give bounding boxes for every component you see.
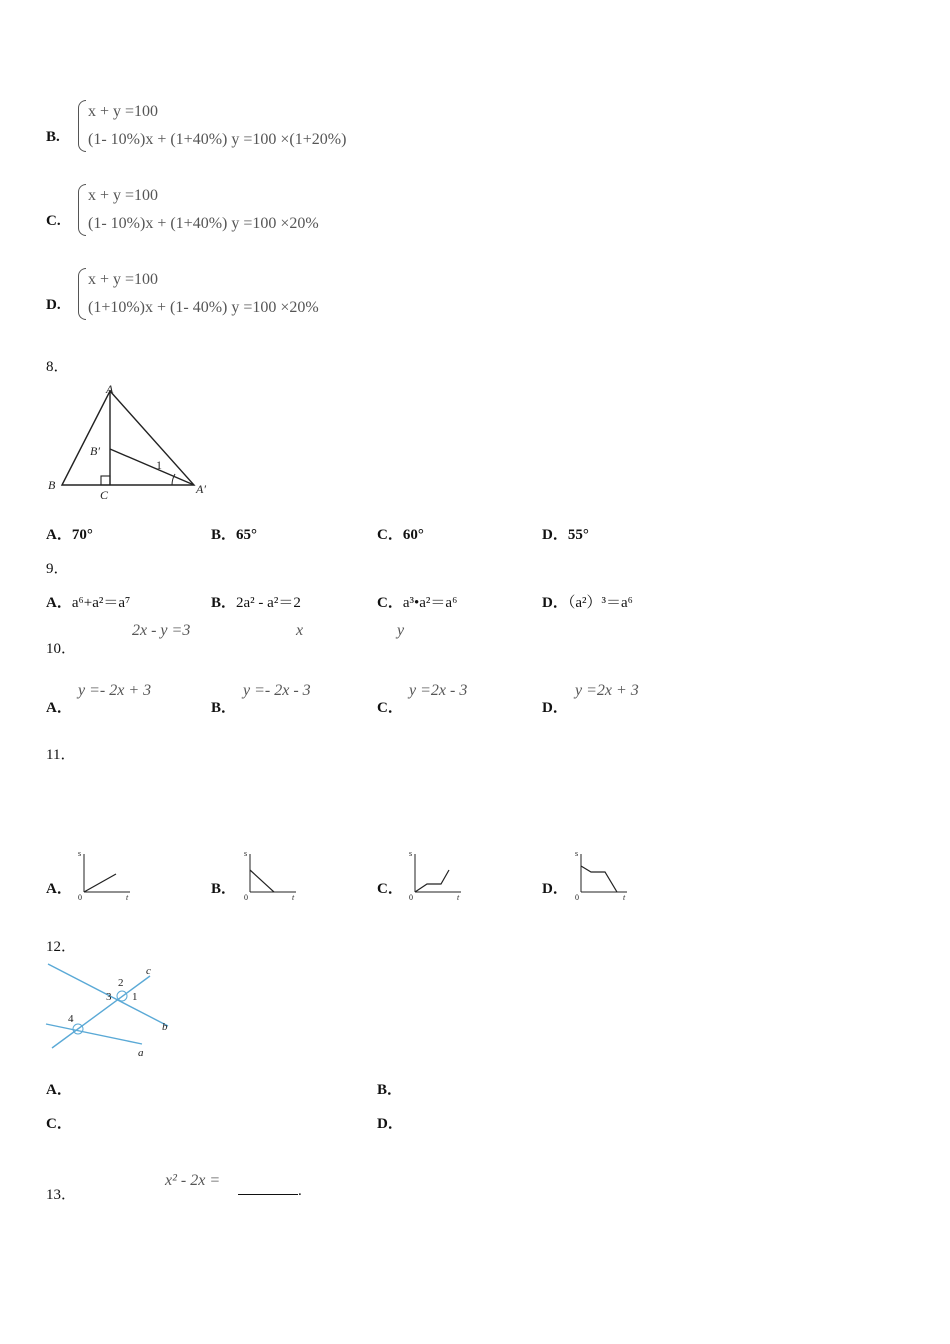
q9-number: 9． — [46, 561, 69, 577]
q12-number: 12． — [46, 939, 77, 955]
q12-label-a: a — [138, 1047, 144, 1059]
q11-graph-b — [240, 848, 300, 904]
q7-option-b-eq1: x + y =100 — [88, 103, 159, 120]
q8-number: 8． — [46, 359, 69, 375]
q8-option-d-value: 55° — [567, 527, 589, 543]
q10-option-b-value: y =- 2x - 3 — [243, 682, 311, 699]
q8-prompt — [46, 355, 69, 376]
q11-c-curve — [415, 870, 449, 892]
q11-d-label-origin: 0 — [575, 893, 579, 902]
q9-option-d-label: D． — [542, 595, 568, 611]
q11-c-label-t: t — [457, 893, 460, 902]
q8-label-b-prime: B′ — [90, 444, 100, 458]
q10-option-c-label: C． — [377, 700, 403, 716]
q12-label-b: b — [162, 1021, 168, 1033]
q11-a-curve — [84, 874, 116, 892]
q8-triangle-figure — [44, 383, 224, 503]
q12-lines-figure — [44, 962, 184, 1062]
q11-number: 11． — [46, 747, 76, 763]
q9-option-a-value: a⁶+a²＝a⁷ — [71, 595, 131, 611]
q13-number: 13． — [46, 1187, 77, 1203]
q8-label-a-prime: A′ — [196, 482, 206, 496]
q12-option-c-label: C． — [46, 1116, 72, 1132]
q11-option-d-label: D． — [542, 881, 568, 897]
q7-option-d-label: D. — [46, 297, 61, 313]
q11-option-a-label: A． — [46, 881, 72, 897]
q11-a-label-origin: 0 — [78, 893, 82, 902]
q9-option-c-label: C． — [377, 595, 403, 611]
q11-prompt-line1 — [46, 743, 75, 764]
q10-option-b-label: B． — [211, 700, 237, 716]
q12-option-b-label: B． — [377, 1082, 403, 1098]
q11-option-c-label: C． — [377, 881, 403, 897]
q12-line-c — [52, 976, 150, 1048]
q9-option-d — [542, 591, 633, 612]
q8-option-b — [211, 523, 257, 544]
q9-option-b — [211, 591, 301, 612]
q11-c-label-origin: 0 — [409, 893, 413, 902]
q12-option-a-label: A． — [46, 1082, 72, 1098]
q11-b-label-t: t — [292, 893, 295, 902]
q11-a-label-t: t — [126, 893, 129, 902]
q12-label-4: 4 — [68, 1013, 74, 1025]
q10-option-a-label: A． — [46, 700, 72, 716]
q8-option-c-label: C． — [377, 527, 403, 543]
q11-b-label-s: s — [244, 849, 248, 858]
q11-graph-c — [405, 848, 465, 904]
q9-option-b-label: B． — [211, 595, 237, 611]
q9-option-c — [377, 591, 457, 612]
q11-c-label-s: s — [409, 849, 413, 858]
q10-equation: 2x - y =3 — [132, 622, 191, 639]
q12-label-1: 1 — [132, 991, 138, 1003]
q10-option-a-value: y =- 2x + 3 — [78, 682, 152, 699]
q12-option-d — [377, 1112, 403, 1133]
q12-option-d-label: D． — [377, 1116, 403, 1132]
q12-label-2: 2 — [118, 977, 124, 989]
q8-segment-b-prime-a-prime — [110, 449, 194, 485]
q7-option-b-label: B. — [46, 129, 60, 145]
q10-var-y: y — [397, 622, 405, 639]
q11-b-curve — [250, 870, 274, 892]
q13-end-mark: . — [298, 1183, 302, 1199]
q13-expression: x² - 2x = — [165, 1172, 221, 1189]
q8-option-a — [46, 523, 93, 544]
q11-graph-a — [74, 848, 134, 904]
q8-option-c-value: 60° — [402, 527, 424, 543]
q8-option-a-label: A． — [46, 527, 72, 543]
q12-prompt — [46, 935, 76, 956]
q10-number: 10． — [46, 641, 77, 657]
q8-label-c: C — [100, 488, 109, 502]
q7-option-c-eq2: (1- 10%)x + (1+40%) y =100 ×20% — [88, 215, 319, 232]
q10-option-c-value: y =2x - 3 — [409, 682, 468, 699]
q12-option-a — [46, 1078, 72, 1099]
q12-label-c: c — [146, 965, 151, 977]
q7-option-c-system — [78, 182, 319, 238]
q7-option-d-eq2: (1+10%)x + (1- 40%) y =100 ×20% — [88, 299, 319, 316]
q9-option-a — [46, 591, 130, 612]
q11-graph-d — [571, 848, 631, 904]
q7-option-c-label: C. — [46, 213, 61, 229]
q8-option-d-label: D． — [542, 527, 568, 543]
q12-option-b — [377, 1078, 402, 1099]
q10-prompt — [46, 637, 76, 658]
q8-option-b-label: B． — [211, 527, 237, 543]
q8-option-d — [542, 523, 589, 544]
q8-option-c — [377, 523, 424, 544]
q11-d-curve — [581, 866, 617, 892]
q9-option-b-value: 2a² - a²＝2 — [236, 595, 301, 611]
q8-label-b: B — [48, 478, 56, 492]
q13-answer-line — [238, 1183, 302, 1200]
q10-var-x: x — [296, 622, 304, 639]
q8-right-angle-mark — [101, 476, 110, 485]
q11-a-label-s: s — [78, 849, 82, 858]
q7-option-b-eq2: (1- 10%)x + (1+40%) y =100 ×(1+20%) — [88, 131, 347, 148]
q12-option-c — [46, 1112, 72, 1133]
q13-answer-blank[interactable] — [238, 1194, 298, 1195]
q11-d-label-s: s — [575, 849, 579, 858]
q11-option-b-label: B． — [211, 881, 237, 897]
q7-option-d-system — [78, 266, 319, 322]
q12-label-3: 3 — [106, 991, 112, 1003]
q8-option-a-value: 70° — [71, 527, 93, 543]
q7-option-b-system — [78, 98, 346, 154]
q11-d-label-t: t — [623, 893, 626, 902]
q8-option-b-value: 65° — [236, 527, 258, 543]
q8-triangle-abc — [62, 391, 194, 485]
q10-option-d-label: D． — [542, 700, 568, 716]
q9-option-c-value: a³•a²＝a⁶ — [402, 595, 458, 611]
q10-option-d-value: y =2x + 3 — [575, 682, 639, 699]
q13-prompt — [46, 1183, 76, 1204]
q7-option-c-eq1: x + y =100 — [88, 187, 159, 204]
q11-b-label-origin: 0 — [244, 893, 248, 902]
q9-prompt — [46, 557, 69, 578]
q9-option-d-value: （a²）³＝a⁶ — [567, 595, 633, 611]
q9-option-a-label: A． — [46, 595, 72, 611]
q8-label-a: A — [106, 383, 114, 396]
q8-label-angle-1: 1 — [156, 458, 162, 472]
q7-option-d-eq1: x + y =100 — [88, 271, 159, 288]
